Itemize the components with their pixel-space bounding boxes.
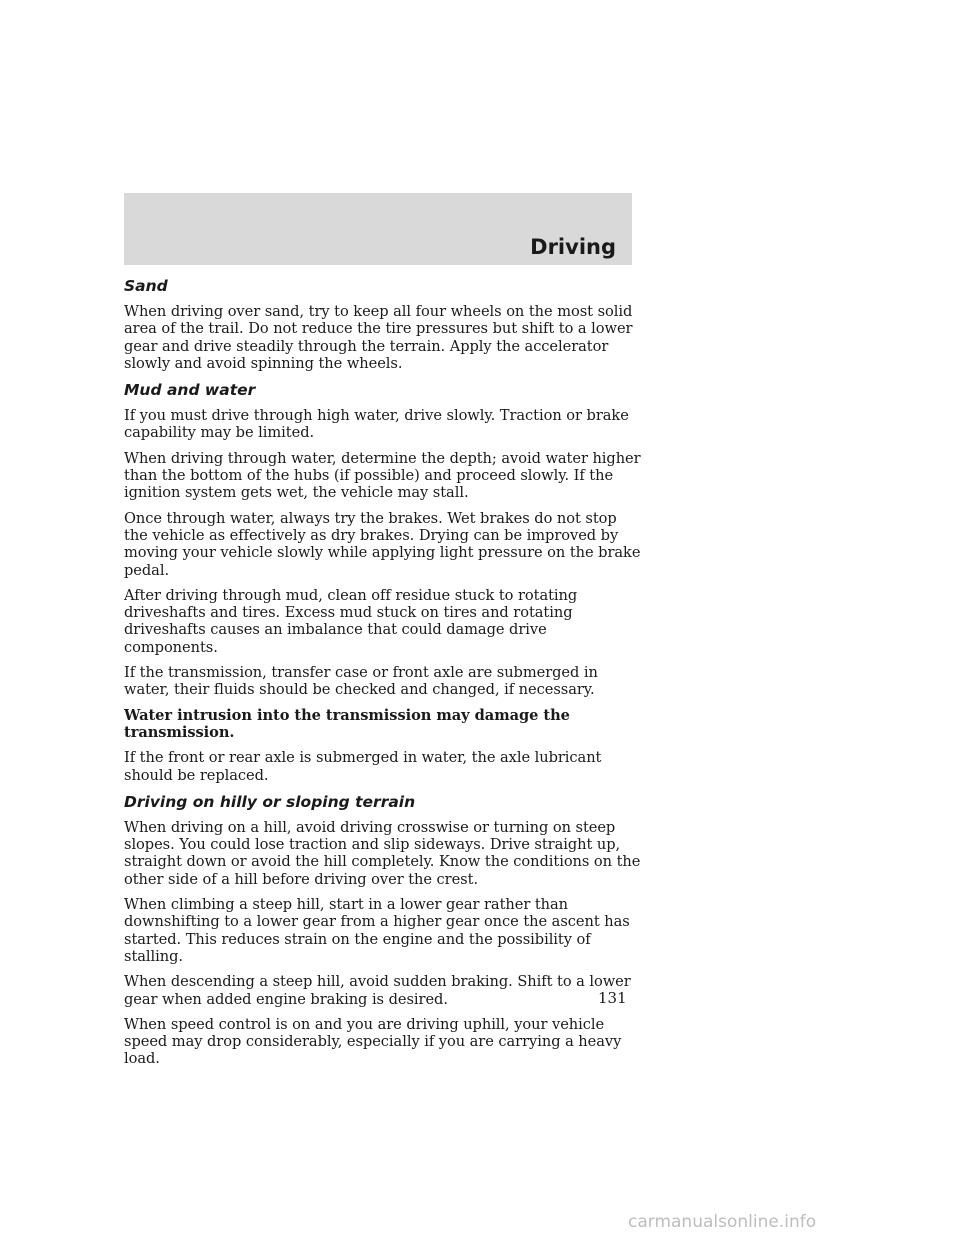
paragraph: When driving through water, determine the depth; avoid water higher than the bottom of the hubs (if possible) and proceed slowly. If the ignition system gets wet, the vehicle may stall. (124, 449, 641, 502)
page-content (124, 276, 644, 1076)
heading-mud-and-water: Mud and water (124, 381, 256, 400)
paragraph: Once through water, always try the brakes. Wet brakes do not stop the vehicle as effectively as dry brakes. Drying can be improved by moving your vehicle slowly while applying light pressure on the brake pedal. (124, 509, 641, 579)
section-hilly-terrain (124, 792, 644, 1068)
paragraph: If the transmission, transfer case or front axle are submerged in water, their fluids should be checked and changed, if necessary. (124, 664, 598, 699)
paragraph: When driving over sand, try to keep all four wheels on the most solid area of the trail. Do not reduce the tire pressures but shift to a lower gear and drive steadily through the terrain. Apply the accelerator slowly and avoid spinning the wheels. (124, 303, 633, 372)
section-title: Driving (530, 235, 616, 259)
paragraph: When climbing a steep hill, start in a lower gear rather than downshifting to a lower gear from a higher gear once the ascent has started. This reduces strain on the engine and the possibility of stalling. (124, 896, 630, 965)
footer-watermark-logo: carmanualsonline.info (628, 1212, 817, 1232)
section-header-band (124, 193, 632, 265)
warning-paragraph: Water intrusion into the transmission may damage the transmission. (124, 706, 570, 741)
page-number: 131 (598, 989, 627, 1007)
section-sand (124, 276, 644, 372)
paragraph: If the front or rear axle is submerged in water, the axle lubricant should be replaced. (124, 749, 602, 784)
paragraph: When descending a steep hill, avoid sudden braking. Shift to a lower gear when added engine braking is desired. (124, 973, 631, 1008)
section-mud-and-water (124, 380, 644, 784)
paragraph: If you must drive through high water, drive slowly. Traction or brake capability may be limited. (124, 407, 629, 442)
heading-hilly-terrain: Driving on hilly or sloping terrain (124, 792, 416, 811)
paragraph: After driving through mud, clean off residue stuck to rotating driveshafts and tires. Excess mud stuck on tires and rotating driveshafts causes an imbalance that could damage drive components. (124, 586, 578, 656)
heading-sand: Sand (124, 277, 168, 295)
paragraph: When driving on a hill, avoid driving crosswise or turning on steep slopes. You could lose traction and slip sideways. Drive straight up, straight down or avoid the hill completely. Know the conditions on the other side of a hill before driving over the crest. (124, 818, 641, 888)
paragraph: When speed control is on and you are driving uphill, your vehicle speed may drop considerably, especially if you are carrying a heavy load. (124, 1015, 622, 1068)
